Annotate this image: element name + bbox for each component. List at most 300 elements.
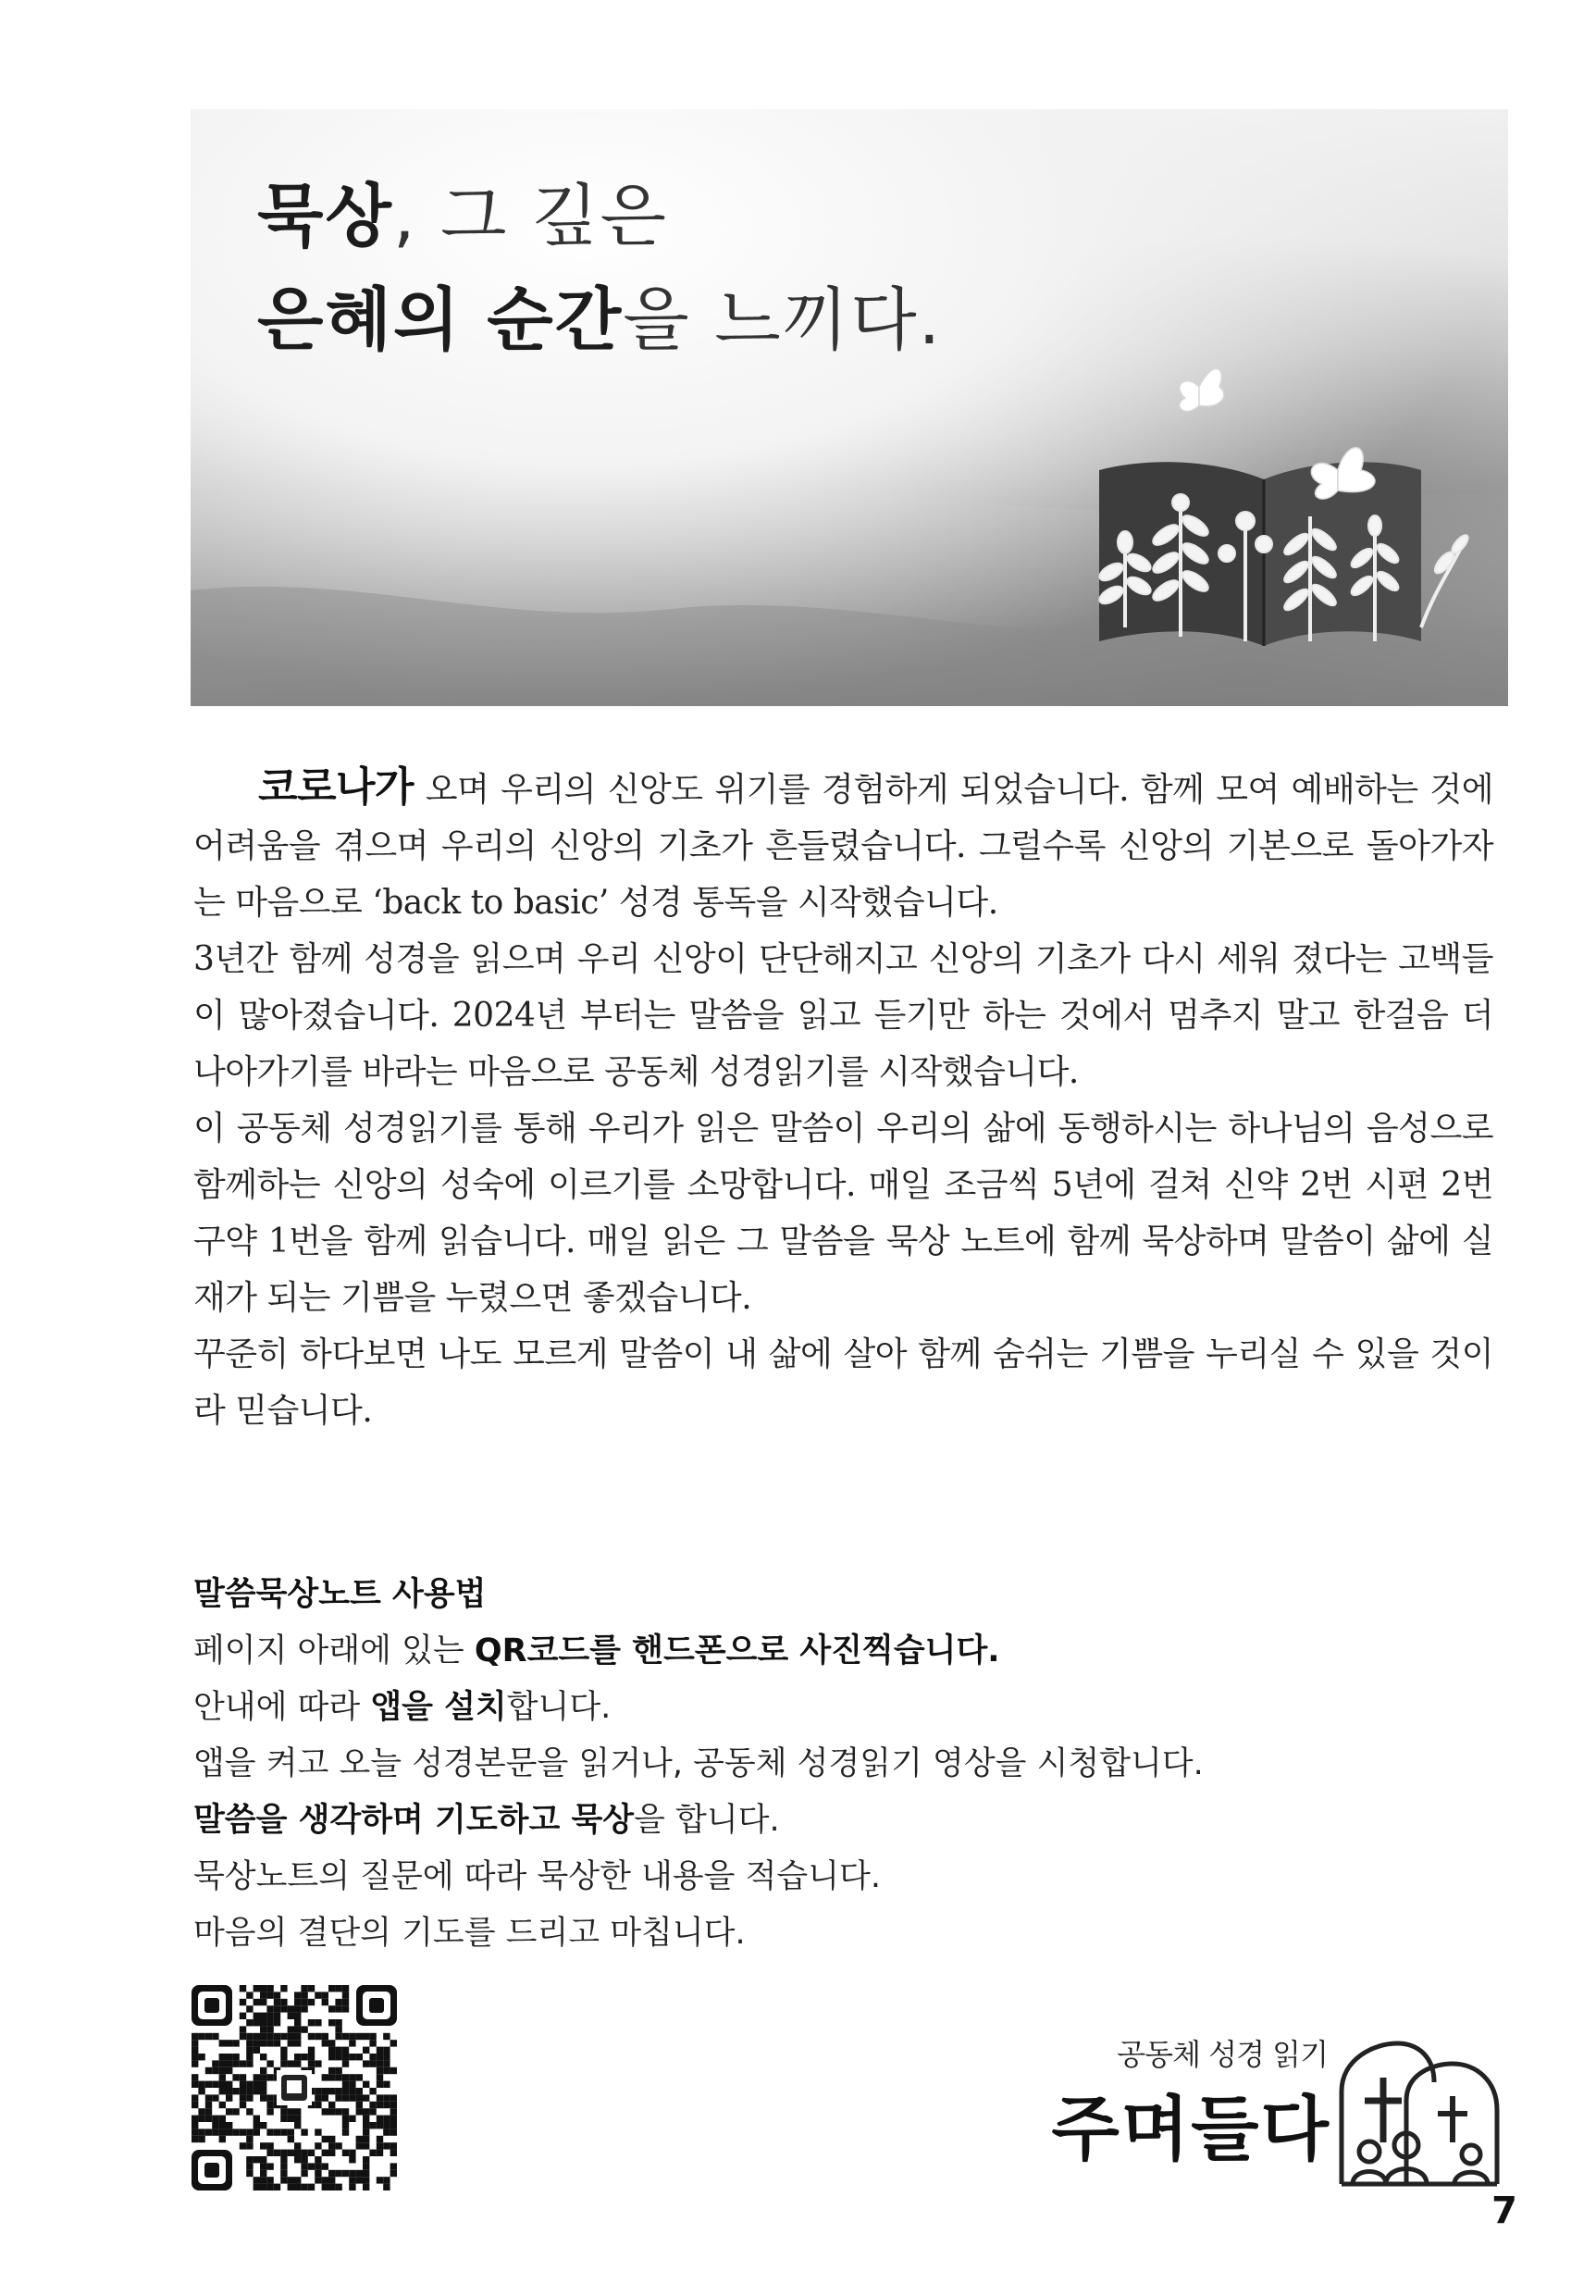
qr-module <box>266 2142 273 2149</box>
qr-module <box>246 2054 253 2060</box>
qr-module <box>301 2005 307 2012</box>
qr-module <box>328 2067 335 2074</box>
qr-module <box>356 2177 363 2183</box>
qr-module <box>301 2150 307 2156</box>
qr-module <box>294 2033 301 2040</box>
qr-module <box>260 2088 266 2094</box>
qr-module <box>294 2184 301 2191</box>
qr-module <box>274 2150 280 2156</box>
qr-module <box>308 2033 315 2040</box>
qr-module <box>192 2122 198 2128</box>
qr-module <box>335 2094 341 2101</box>
qr-module <box>219 2116 226 2122</box>
qr-module <box>232 2088 239 2094</box>
qr-module <box>226 2040 232 2046</box>
qr-module <box>212 2067 218 2074</box>
qr-module <box>254 2081 260 2088</box>
qr-module <box>377 2122 383 2128</box>
qr-module <box>363 2081 369 2088</box>
qr-module <box>205 2094 212 2101</box>
qr-module <box>280 1985 287 1992</box>
qr-module <box>288 2040 294 2046</box>
qr-module <box>260 2170 266 2177</box>
qr-module <box>349 2054 355 2060</box>
qr-module <box>342 2108 349 2115</box>
qr-module <box>254 2122 260 2128</box>
qr-module <box>246 2005 253 2012</box>
qr-module <box>369 2060 376 2066</box>
qr-module <box>254 2047 260 2054</box>
qr-module <box>390 2163 397 2169</box>
qr-module <box>240 2128 246 2135</box>
qr-module <box>212 2033 218 2040</box>
qr-module <box>192 2040 198 2046</box>
qr-module <box>390 2067 397 2074</box>
qr-module <box>192 2047 198 2054</box>
qr-module <box>232 2108 239 2115</box>
qr-module <box>383 2102 390 2108</box>
qr-module <box>363 2177 369 2183</box>
qr-module <box>260 1999 266 2005</box>
usage-step-1 <box>193 1623 1396 1680</box>
qr-module <box>240 2094 246 2101</box>
qr-module <box>369 2150 376 2156</box>
usage-step-2-text: 안내에 따라 <box>193 1689 371 1726</box>
qr-module <box>192 2054 198 2060</box>
qr-module <box>335 2026 341 2032</box>
qr-module <box>335 2019 341 2026</box>
qr-module <box>294 2142 301 2149</box>
qr-module <box>294 2116 301 2122</box>
qr-module <box>363 2136 369 2142</box>
qr-module <box>369 2102 376 2108</box>
qr-module <box>294 2060 301 2066</box>
qr-module <box>390 2170 397 2177</box>
qr-module <box>205 2102 212 2108</box>
qr-module <box>301 2184 307 2191</box>
qr-module <box>356 2033 363 2040</box>
qr-module <box>342 2054 349 2060</box>
qr-module <box>274 2013 280 2019</box>
qr-module <box>377 2177 383 2183</box>
qr-module <box>254 2184 260 2191</box>
qr-module <box>219 2128 226 2135</box>
qr-module <box>198 2088 204 2094</box>
qr-module <box>254 2128 260 2135</box>
qr-module <box>192 2102 198 2108</box>
qr-module <box>288 2116 294 2122</box>
qr-module <box>260 2040 266 2046</box>
qr-module <box>315 2156 321 2163</box>
qr-module <box>288 2005 294 2012</box>
qr-module <box>294 2177 301 2183</box>
qr-module <box>356 2102 363 2108</box>
usage-step-6: 마음의 결단의 기도를 드리고 마칩니다. <box>193 1915 746 1952</box>
qr-module <box>226 2054 232 2060</box>
qr-module <box>266 2005 273 2012</box>
qr-module <box>246 2081 253 2088</box>
qr-module <box>274 1992 280 1998</box>
usage-guide-title <box>193 1567 1396 1623</box>
qr-module <box>254 1985 260 1992</box>
qr-module <box>260 2019 266 2026</box>
intro-paragraph-3: 이 공동체 성경읽기를 통해 우리가 읽은 말씀이 우리의 삶에 동행하시는 하나님의 음성으로 함께하는 신앙의 성숙에 이르기를 소망합니다. 매일 조금씩 5년에 걸쳐 신약 2번 시편 2번 구약 1번을 함께 읽습니다. 매일 읽은 그 말씀을 묵상 노트에 함께 묵상하며 말씀이 삶에 실재가 되는 기쁨을 누렸으면 좋겠습니다. <box>193 1110 1493 1317</box>
qr-module <box>315 2142 321 2149</box>
qr-module <box>288 2026 294 2032</box>
qr-module <box>266 2128 273 2135</box>
qr-module <box>260 1985 266 1992</box>
qr-module <box>342 2005 349 2012</box>
qr-module <box>328 2054 335 2060</box>
qr-module <box>322 2088 328 2094</box>
qr-module <box>219 2060 226 2066</box>
qr-module <box>240 2102 246 2108</box>
qr-module <box>198 2081 204 2088</box>
hero-title-line2 <box>257 268 942 372</box>
qr-module <box>328 2040 335 2046</box>
qr-module <box>274 2184 280 2191</box>
qr-module <box>383 2033 390 2040</box>
qr-module <box>390 2142 397 2149</box>
qr-module <box>301 2163 307 2169</box>
qr-module <box>198 2116 204 2122</box>
qr-module <box>240 2088 246 2094</box>
qr-module <box>377 2116 383 2122</box>
qr-module <box>192 2033 198 2040</box>
hero-banner <box>191 109 1508 706</box>
qr-module <box>322 2184 328 2191</box>
qr-module <box>383 2047 390 2054</box>
qr-module <box>363 2047 369 2054</box>
qr-module <box>219 2040 226 2046</box>
qr-module <box>363 2156 369 2163</box>
qr-module <box>226 2060 232 2066</box>
qr-module <box>288 2033 294 2040</box>
qr-module <box>342 2128 349 2135</box>
intro-paragraph-4: 꾸준히 하다보면 나도 모르게 말씀이 내 삶에 살아 함께 숨쉬는 기쁨을 누리실 수 있을 것이라 믿습니다. <box>193 1335 1493 1430</box>
qr-module <box>390 2108 397 2115</box>
qr-module <box>377 2136 383 2142</box>
qr-module <box>335 2054 341 2060</box>
qr-module <box>383 2094 390 2101</box>
usage-guide <box>193 1567 1396 1962</box>
intro-lead-word: 코로나가 <box>258 763 414 811</box>
brand-subtitle: 공동체 성경 읽기 <box>1117 2037 1328 2072</box>
qr-module <box>266 2094 273 2101</box>
qr-module <box>212 2128 218 2135</box>
qr-module <box>335 2108 341 2115</box>
qr-module <box>205 2128 212 2135</box>
qr-module <box>240 2013 246 2019</box>
usage-step-2-bold: 앱을 설치 <box>370 1689 507 1726</box>
qr-module <box>246 2088 253 2094</box>
qr-module <box>246 2033 253 2040</box>
intro-paragraph-1 <box>193 759 1493 931</box>
qr-module <box>322 2163 328 2169</box>
qr-module <box>328 2170 335 2177</box>
brand-name: 주며들다 <box>1051 2088 1330 2170</box>
qr-module <box>328 2184 335 2191</box>
hero-title-line2-rest: 을 느끼다. <box>623 280 943 360</box>
qr-module <box>301 1985 307 1992</box>
qr-module <box>198 2136 204 2142</box>
qr-module <box>322 2033 328 2040</box>
qr-module <box>342 2122 349 2128</box>
qr-module <box>260 2156 266 2163</box>
intro-paragraph-1-text: 오며 우리의 신앙도 위기를 경험하게 되었습니다. 함께 모여 예배하는 것에 어려움을 겪으며 우리의 신앙의 기초가 흔들렸습니다. 그럴수록 신앙의 기본으로 돌아가자는 마음으로 ‘back to basic’ 성경 통독을 시작했습니다. <box>193 771 1493 922</box>
qr-module <box>369 2033 376 2040</box>
qr-module <box>369 2108 376 2115</box>
qr-module <box>266 2102 273 2108</box>
qr-module <box>212 2094 218 2101</box>
qr-module <box>363 2184 369 2191</box>
qr-module <box>390 2040 397 2046</box>
qr-module <box>280 2128 287 2135</box>
qr-module <box>294 1992 301 1998</box>
qr-module <box>328 2047 335 2054</box>
qr-module <box>328 2102 335 2108</box>
qr-module <box>390 2128 397 2135</box>
qr-module <box>254 2074 260 2080</box>
qr-module <box>342 2074 349 2080</box>
qr-module <box>280 2005 287 2012</box>
qr-module <box>363 2094 369 2101</box>
qr-module <box>219 2136 226 2142</box>
qr-module <box>349 2074 355 2080</box>
qr-module <box>280 2177 287 2183</box>
qr-module <box>266 2108 273 2115</box>
qr-module <box>192 2094 198 2101</box>
qr-module <box>369 2088 376 2094</box>
qr-module <box>322 2040 328 2046</box>
qr-module <box>328 2136 335 2142</box>
qr-module <box>219 2081 226 2088</box>
qr-module <box>349 2156 355 2163</box>
qr-module <box>377 2081 383 2088</box>
qr-module <box>260 2067 266 2074</box>
qr-module <box>260 2074 266 2080</box>
qr-module <box>254 2019 260 2026</box>
qr-module <box>369 2122 376 2128</box>
qr-module <box>254 1999 260 2005</box>
qr-module <box>212 2081 218 2088</box>
qr-module <box>349 2094 355 2101</box>
hero-title-line2-bold: 은혜의 순간 <box>257 280 624 360</box>
qr-module <box>266 2184 273 2191</box>
qr-module <box>260 2184 266 2191</box>
qr-module <box>356 2136 363 2142</box>
qr-module <box>377 2074 383 2080</box>
qr-module <box>288 2108 294 2115</box>
qr-module <box>246 2156 253 2163</box>
qr-module <box>377 2054 383 2060</box>
qr-module <box>322 2074 328 2080</box>
qr-module <box>322 2136 328 2142</box>
qr-module <box>246 2094 253 2101</box>
qr-module <box>301 2026 307 2032</box>
qr-module <box>315 2102 321 2108</box>
qr-module <box>280 2033 287 2040</box>
qr-code[interactable] <box>192 1985 397 2191</box>
qr-module <box>369 2040 376 2046</box>
qr-module <box>383 2177 390 2183</box>
qr-module <box>254 2177 260 2183</box>
qr-module <box>266 2163 273 2169</box>
usage-step-5: 묵상노트의 질문에 따라 묵상한 내용을 적습니다. <box>193 1858 881 1895</box>
qr-module <box>383 2081 390 2088</box>
qr-module <box>342 2170 349 2177</box>
qr-module <box>226 2108 232 2115</box>
usage-step-4-bold: 말씀을 생각하며 기도하고 묵상 <box>193 1802 635 1839</box>
qr-module <box>308 2019 315 2026</box>
qr-module <box>232 2074 239 2080</box>
qr-module <box>212 2116 218 2122</box>
qr-module <box>308 1999 315 2005</box>
qr-module <box>315 2177 321 2183</box>
qr-module <box>280 2170 287 2177</box>
qr-module <box>308 2054 315 2060</box>
qr-module <box>205 2116 212 2122</box>
qr-module <box>294 2156 301 2163</box>
qr-module <box>335 2170 341 2177</box>
page-number: 7 <box>1491 2190 1517 2232</box>
qr-module <box>349 2116 355 2122</box>
qr-module <box>342 2094 349 2101</box>
qr-module <box>335 2033 341 2040</box>
qr-module <box>232 2128 239 2135</box>
qr-module <box>342 2081 349 2088</box>
qr-module <box>246 2047 253 2054</box>
qr-module <box>356 2170 363 2177</box>
qr-module <box>280 1999 287 2005</box>
qr-module <box>315 1992 321 1998</box>
qr-module <box>254 2033 260 2040</box>
usage-step-1-bold: QR코드를 핸드폰으로 사진찍습니다. <box>474 1632 1000 1669</box>
qr-module <box>383 2142 390 2149</box>
qr-module <box>363 2163 369 2169</box>
qr-module <box>254 2156 260 2163</box>
qr-module <box>274 2033 280 2040</box>
qr-module <box>266 2074 273 2080</box>
qr-module <box>219 2067 226 2074</box>
qr-module <box>266 1992 273 1998</box>
qr-module <box>342 2033 349 2040</box>
qr-module <box>226 2122 232 2128</box>
qr-module <box>369 2054 376 2060</box>
qr-module <box>192 2116 198 2122</box>
usage-step-2-post: 합니다. <box>506 1689 612 1726</box>
qr-module <box>260 2054 266 2060</box>
qr-module <box>328 2019 335 2026</box>
usage-guide-title-text: 말씀묵상노트 사용법 <box>193 1576 487 1613</box>
qr-module <box>308 2184 315 2191</box>
qr-module <box>246 2108 253 2115</box>
qr-module <box>377 2067 383 2074</box>
qr-module <box>383 2116 390 2122</box>
qr-module <box>240 1999 246 2005</box>
qr-module <box>205 2108 212 2115</box>
qr-module <box>315 2170 321 2177</box>
qr-module <box>294 1999 301 2005</box>
qr-module <box>294 2054 301 2060</box>
qr-module <box>294 2040 301 2046</box>
qr-module <box>356 2074 363 2080</box>
qr-module <box>328 1985 335 1992</box>
qr-module <box>212 2060 218 2066</box>
qr-module <box>288 2060 294 2066</box>
qr-module <box>363 2060 369 2066</box>
qr-module <box>349 2088 355 2094</box>
qr-module <box>219 2054 226 2060</box>
qr-module <box>349 2040 355 2046</box>
qr-module <box>240 2026 246 2032</box>
qr-module <box>246 2019 253 2026</box>
qr-module <box>246 2163 253 2169</box>
qr-module <box>274 1999 280 2005</box>
qr-module <box>363 2116 369 2122</box>
qr-module <box>274 2019 280 2026</box>
qr-module <box>280 2108 287 2115</box>
qr-module <box>356 2054 363 2060</box>
qr-module <box>363 2142 369 2149</box>
qr-module <box>280 2156 287 2163</box>
qr-module <box>301 2128 307 2135</box>
qr-module <box>192 2136 198 2142</box>
qr-module <box>240 2074 246 2080</box>
qr-module <box>390 2094 397 2101</box>
qr-module <box>260 2142 266 2149</box>
qr-module <box>288 2150 294 2156</box>
qr-module <box>349 2177 355 2183</box>
usage-step-3: 앱을 켜고 오늘 성경본문을 읽거나, 공동체 성경읽기 영상을 시청합니다. <box>193 1745 1204 1782</box>
qr-module <box>205 2067 212 2074</box>
butterfly-icon <box>1180 368 1224 411</box>
qr-module <box>192 2060 198 2066</box>
qr-module <box>260 2122 266 2128</box>
qr-module <box>308 2060 315 2066</box>
qr-module <box>356 2142 363 2149</box>
usage-step-4-post: 을 합니다. <box>634 1802 780 1839</box>
qr-module <box>383 2128 390 2135</box>
qr-module <box>322 1999 328 2005</box>
qr-module <box>246 2060 253 2066</box>
qr-module <box>198 2054 204 2060</box>
qr-module <box>377 2150 383 2156</box>
qr-module <box>192 2074 198 2080</box>
qr-module <box>205 2081 212 2088</box>
qr-module <box>315 2094 321 2101</box>
qr-module <box>254 2040 260 2046</box>
qr-module <box>260 2026 266 2032</box>
qr-module <box>219 2122 226 2128</box>
qr-module <box>342 2047 349 2054</box>
qr-module <box>274 2040 280 2046</box>
qr-module <box>377 2102 383 2108</box>
qr-module <box>294 2019 301 2026</box>
qr-module <box>246 2136 253 2142</box>
qr-module <box>328 2150 335 2156</box>
qr-module <box>301 1999 307 2005</box>
intro-paragraph-2: 3년간 함께 성경을 읽으며 우리 신앙이 단단해지고 신앙의 기초가 다시 세워 졌다는 고백들이 많아졌습니다. 2024년 부터는 말씀을 읽고 듣기만 하는 것에서 멈추지 말고 한걸음 더 나아가기를 바라는 마음으로 공동체 성경읽기를 시작했습니다. <box>193 940 1493 1091</box>
qr-module <box>226 2128 232 2135</box>
qr-module <box>246 2128 253 2135</box>
qr-module <box>308 2150 315 2156</box>
qr-module <box>274 2005 280 2012</box>
qr-module <box>328 2108 335 2115</box>
qr-module <box>377 2094 383 2101</box>
qr-module <box>212 2122 218 2128</box>
qr-module <box>246 2142 253 2149</box>
